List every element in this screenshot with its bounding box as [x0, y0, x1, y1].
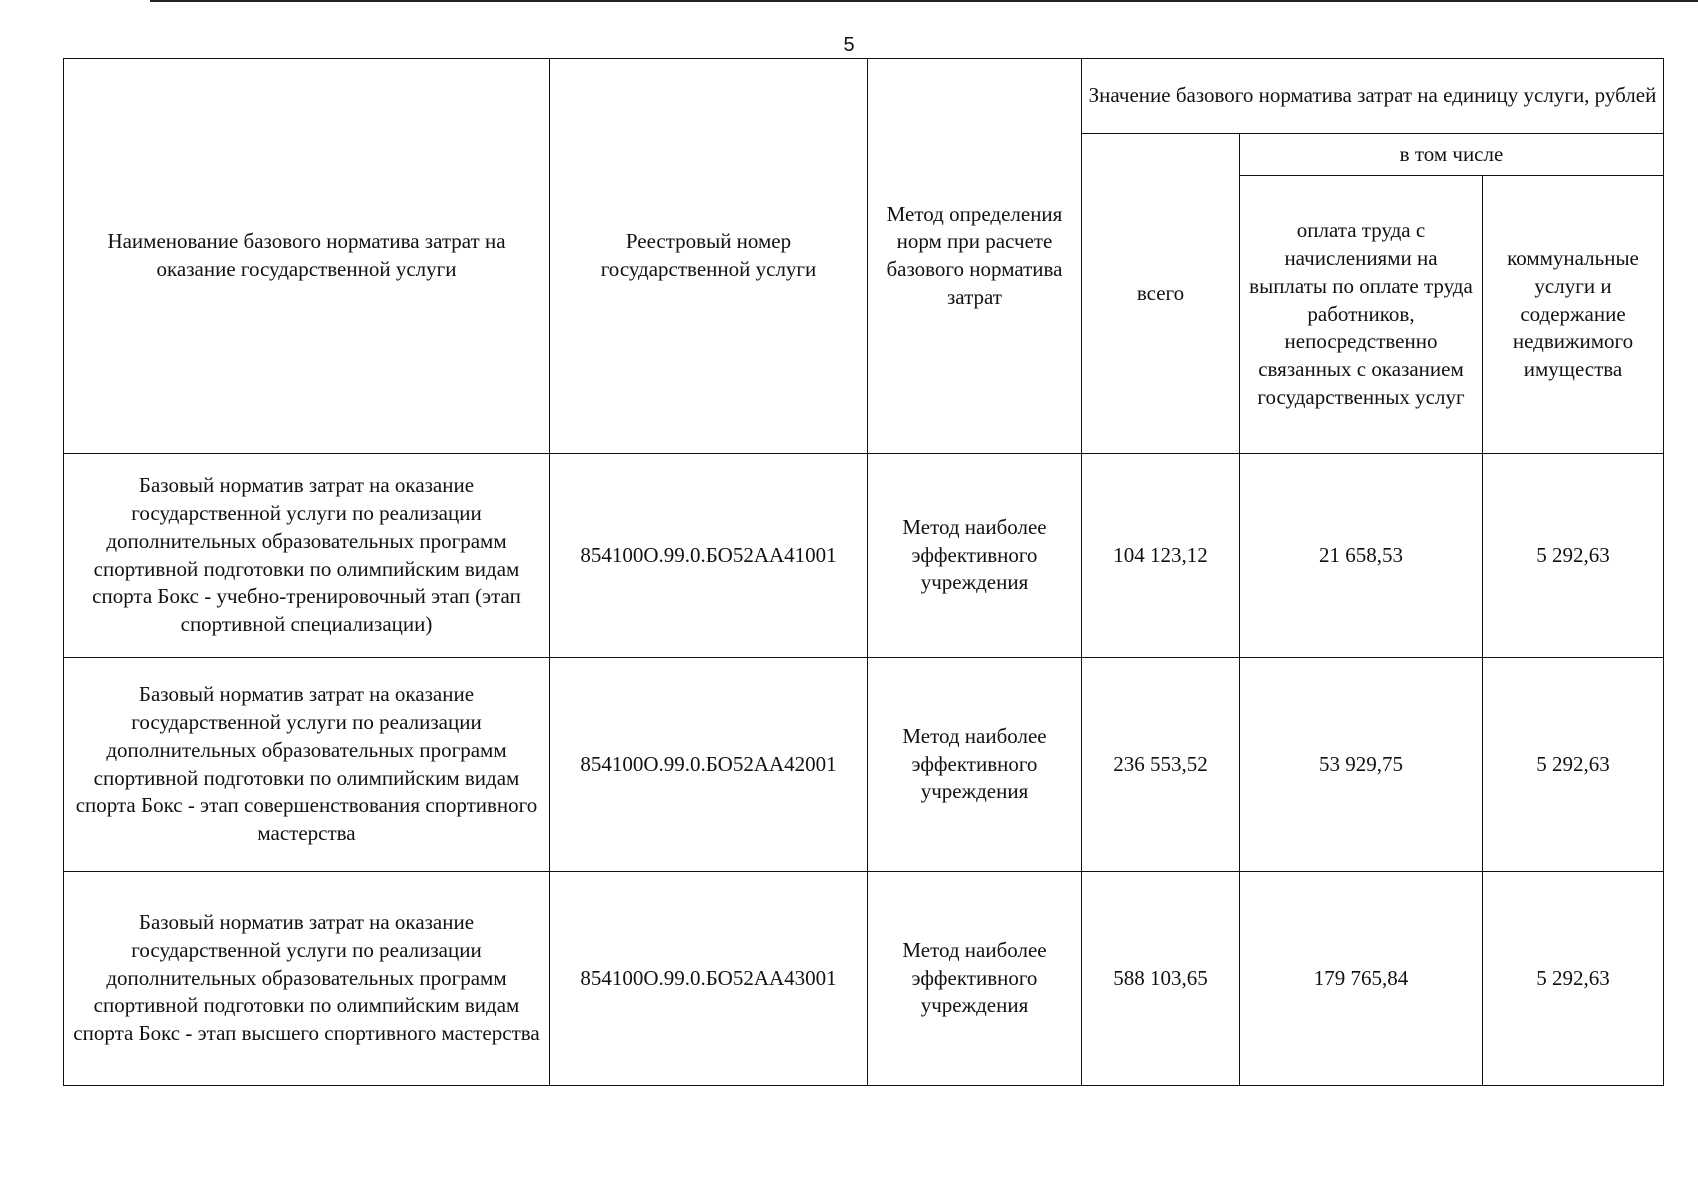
cell-total: 236 553,52 — [1082, 658, 1240, 872]
header-row-1 — [64, 59, 1664, 134]
header-method: Метод определения норм при расчете базового норматива затрат — [868, 59, 1082, 454]
top-rule — [150, 0, 1698, 2]
header-utilities: коммунальные услуги и содержание недвижимого имущества — [1483, 176, 1664, 454]
cell-utilities: 5 292,63 — [1483, 872, 1664, 1086]
cell-name: Базовый норматив затрат на оказание государственной услуги по реализации дополнительных образовательных программ спортивной подготовки по олимпийским видам спорта Бокс - этап совершенствования спортивного мастерства — [64, 658, 550, 872]
header-salary: оплата труда с начислениями на выплаты по оплате труда работников, непосредственно связанных с оказанием государственных услуг — [1240, 176, 1483, 454]
cell-method: Метод наиболее эффективного учреждения — [868, 454, 1082, 658]
header-name: Наименование базового норматива затрат на оказание государственной услуги — [64, 59, 550, 454]
cell-registry: 854100О.99.0.БО52АА42001 — [550, 658, 868, 872]
page-number: 5 — [843, 34, 855, 56]
table-row — [64, 872, 1664, 1086]
cell-utilities: 5 292,63 — [1483, 658, 1664, 872]
norms-table — [63, 58, 1664, 1086]
cell-method: Метод наиболее эффективного учреждения — [868, 658, 1082, 872]
cell-registry: 854100О.99.0.БО52АА43001 — [550, 872, 868, 1086]
cell-total: 104 123,12 — [1082, 454, 1240, 658]
cell-salary: 179 765,84 — [1240, 872, 1483, 1086]
header-including: в том числе — [1240, 134, 1664, 176]
cell-name: Базовый норматив затрат на оказание государственной услуги по реализации дополнительных образовательных программ спортивной подготовки по олимпийским видам спорта Бокс - учебно-тренировочный этап (этап спортивной специализации) — [64, 454, 550, 658]
cell-registry: 854100О.99.0.БО52АА41001 — [550, 454, 868, 658]
table-row — [64, 454, 1664, 658]
cell-total: 588 103,65 — [1082, 872, 1240, 1086]
header-registry: Реестровый номер государственной услуги — [550, 59, 868, 454]
header-total: всего — [1082, 134, 1240, 454]
table-row — [64, 658, 1664, 872]
cell-salary: 21 658,53 — [1240, 454, 1483, 658]
cell-name: Базовый норматив затрат на оказание государственной услуги по реализации дополнительных образовательных программ спортивной подготовки по олимпийским видам спорта Бокс - этап высшего спортивного мастерства — [64, 872, 550, 1086]
cell-method: Метод наиболее эффективного учреждения — [868, 872, 1082, 1086]
header-value-group: Значение базового норматива затрат на единицу услуги, рублей — [1082, 59, 1664, 134]
cell-utilities: 5 292,63 — [1483, 454, 1664, 658]
cell-salary: 53 929,75 — [1240, 658, 1483, 872]
